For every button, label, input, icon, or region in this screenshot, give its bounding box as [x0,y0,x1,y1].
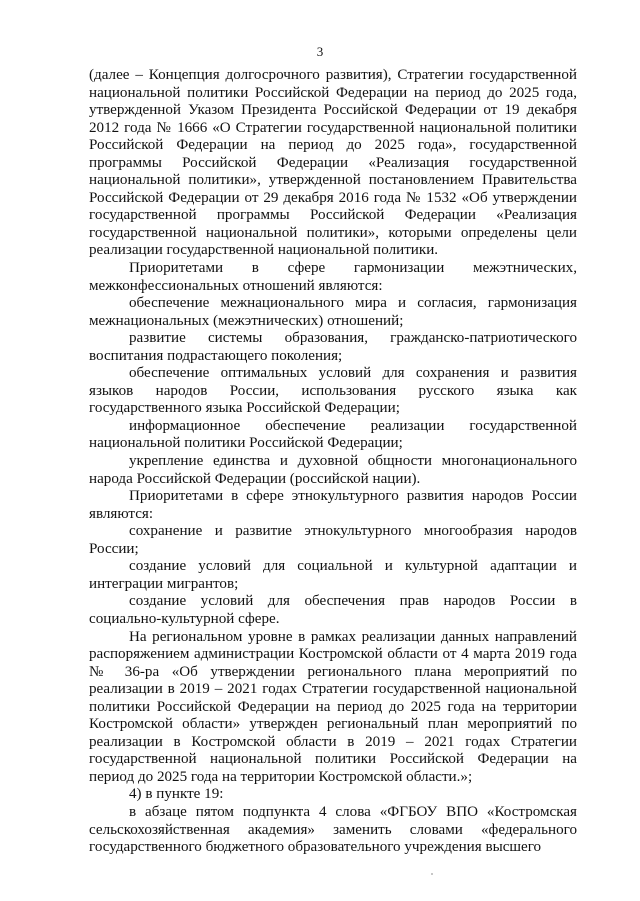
paragraph-point-19: 4) в пункте 19: [129,786,224,803]
list-item-peoples-rights: создание условий для обеспечения прав народов России в социально-культурной сфере. [89,593,577,627]
list-item-interethnic-peace: обеспечение межнационального мира и согласия, гармонизация межнациональных (межэтнических) отношений; [89,295,577,329]
scan-artifact [431,873,433,875]
paragraph-regional-plan: На региональном уровне в рамках реализации данных направлений распоряжением администрации Костромской области от 4 марта 2019 года № 36-ра «Об утверждении регионального плана мероприятий по реализации в 2019 – 2021 годах Стратегии государственной национальной политики Российской Федерации на период до 2025 года на территории Костромской области» утвержден региональный план мероприятий по реализации в Костромской области в 2019 – 2021 годах Стратегии государственной национальной политики Российской Федерации на период до 2025 года на территории Костромской области.»; [89,628,577,785]
paragraph-ethnocultural-priorities: Приоритетами в сфере этнокультурного развития народов России являются: [89,488,577,522]
list-item-information-support: информационное обеспечение реализации государственной национальной политики Российской Федерации; [89,417,577,452]
list-item-education-system: развитие системы образования, гражданско-патриотического воспитания подрастающего поколения; [89,330,577,364]
paragraph-strategy-references: (далее – Концепция долгосрочного развития), Стратегии государственной национальной политики Российской Федерации на период до 2025 года, утвержденной Указом Президента Российской Федерации от 19 декабря 2012 года № 1666 «О Стратегии государственной национальной политики Российской Федерации на период до 2025 года», государственной программы Российской Федерации «Реализация государственной национальной политики», утвержденной постановлением Правительства Российской Федерации от 29 декабря 2016 года № 1532 «Об утверждении государственной программы Российской Федерации «Реализация государственной национальной политики», которыми определены цели реализации государственной национальной политики. [89,67,577,259]
paragraph-harmonization-priorities: Приоритетами в сфере гармонизации межэтнических, межконфессиональных отношений являются: [89,260,577,294]
list-item-migrant-adaptation: создание условий для социальной и культурной адаптации и интеграции мигрантов; [89,558,577,592]
list-item-unity: укрепление единства и духовной общности многонационального народа Российской Федерации (российской нации). [89,453,577,487]
document-body [89,67,577,857]
list-item-languages: обеспечение оптимальных условий для сохранения и развития языков народов России, использования русского языка как государственного языка Российской Федерации; [89,365,577,417]
paragraph-amendment: в абзаце пятом подпункта 4 слова «ФГБОУ ВПО «Костромская сельскохозяйственная академия» заменить словами «федерального государственного бюджетного образовательного учреждения высшего [89,803,577,856]
list-item-diversity: сохранение и развитие этнокультурного многообразия народов России; [89,523,577,557]
page-number: 3 [316,44,324,59]
